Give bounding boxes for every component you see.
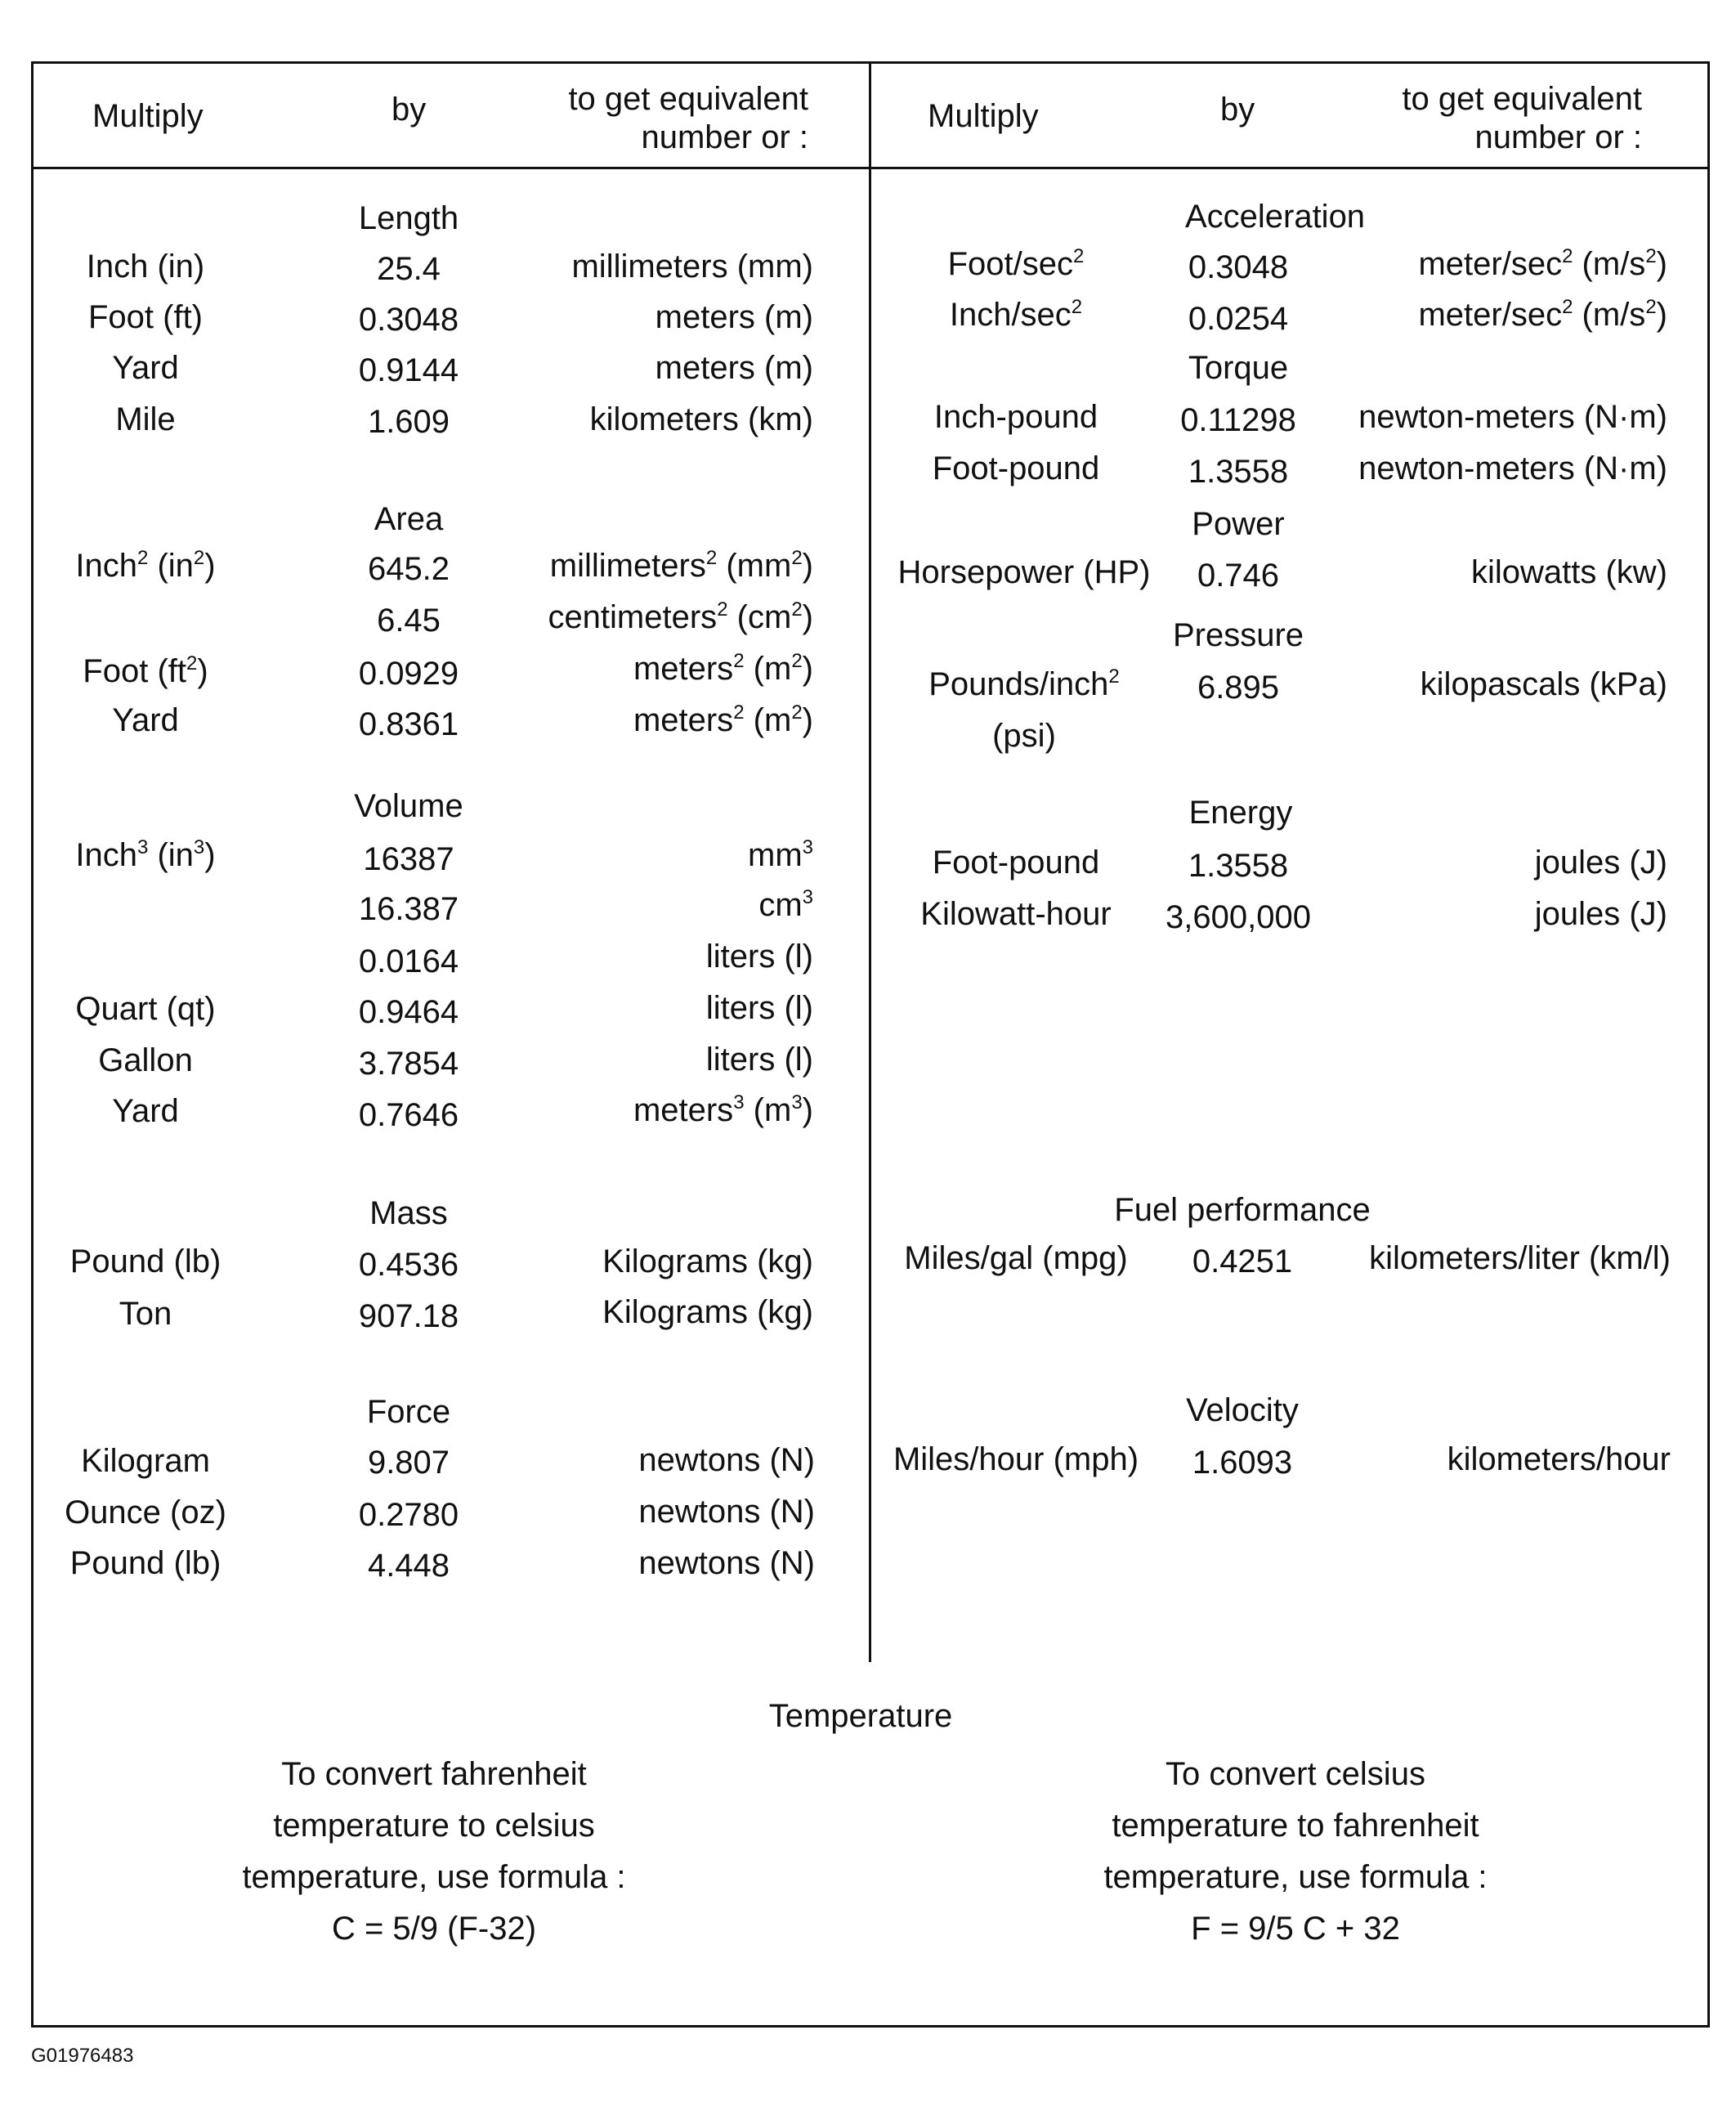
- section-title-acceleration: Acceleration: [1184, 199, 1366, 235]
- pressure-to-0: kilopascals (kPa): [1420, 666, 1667, 702]
- volume-to-2: liters (l): [705, 939, 813, 975]
- energy-to-0: joules (J): [1534, 845, 1667, 881]
- fuel-from-0: Miles/gal (mpg): [904, 1240, 1128, 1276]
- volume-factor-3: 0.9464: [358, 994, 459, 1030]
- force-from-1: Ounce (oz): [65, 1494, 226, 1530]
- length-factor-1: 0.3048: [358, 302, 459, 338]
- section-title-fuel: Fuel performance: [1114, 1192, 1371, 1228]
- section-title-area: Area: [374, 501, 444, 537]
- pressure-from-0-line2: (psi): [992, 718, 1056, 754]
- length-to-1: meters (m): [655, 299, 813, 335]
- mass-to-1: Kilograms (kg): [602, 1294, 813, 1330]
- area-to-0: millimeters$^2$ $(mm^2)$: [549, 547, 813, 584]
- volume-from-0: Inch$^3$ $(in^3)$: [75, 836, 216, 873]
- energy-from-1: Kilowatt-hour: [920, 896, 1112, 932]
- volume-factor-0: 16387: [363, 841, 454, 877]
- fuel-to-0: kilometers/liter (km/l): [1369, 1240, 1671, 1276]
- length-from-3: Mile: [115, 401, 176, 437]
- volume-to-4: liters (l): [705, 1042, 813, 1078]
- torque-factor-0: 0.11298: [1180, 402, 1296, 438]
- area-factor-1: 6.45: [377, 603, 441, 639]
- volume-from-5: Yard: [112, 1093, 179, 1129]
- temp-c-to-f: [1009, 1749, 1582, 1955]
- section-title-mass: Mass: [369, 1195, 448, 1231]
- volume-to-0: $mm^3$: [748, 836, 813, 873]
- length-factor-2: 0.9144: [358, 352, 459, 388]
- torque-to-0: newton-meters (N·m): [1358, 399, 1667, 435]
- volume-to-3: liters (l): [705, 990, 813, 1026]
- energy-to-1: joules (J): [1534, 896, 1667, 932]
- volume-from-3: Quart (qt): [75, 991, 216, 1027]
- column-divider: [869, 64, 871, 1662]
- force-factor-2: 4.448: [367, 1548, 450, 1584]
- header-result-line2: number or :: [641, 119, 808, 155]
- temp-c-to-f-line2: temperature to fahrenheit: [1112, 1808, 1479, 1844]
- temp-c-to-f-line3: temperature, use formula :: [1103, 1859, 1488, 1895]
- length-from-0: Inch (in): [86, 249, 205, 285]
- header-result-line2: number or :: [1474, 119, 1642, 155]
- section-title-energy: Energy: [1188, 795, 1293, 831]
- volume-factor-2: 0.0164: [358, 943, 459, 979]
- torque-to-1: newton-meters (N·m): [1358, 450, 1667, 486]
- area-factor-2: 0.0929: [358, 656, 459, 692]
- area-factor-3: 0.8361: [358, 706, 459, 742]
- velocity-factor-0: 1.6093: [1192, 1445, 1293, 1481]
- force-factor-1: 0.2780: [358, 1497, 459, 1533]
- area-factor-0: 645.2: [367, 551, 450, 587]
- header-result-left: [568, 80, 808, 157]
- area-to-1: centimeters$^2$ $(cm^2)$: [548, 598, 813, 635]
- mass-factor-0: 0.4536: [358, 1247, 459, 1283]
- mass-factor-1: 907.18: [358, 1298, 459, 1334]
- section-title-volume: Volume: [354, 788, 463, 824]
- velocity-from-0: Miles/hour (mph): [893, 1441, 1139, 1477]
- mass-to-0: Kilograms (kg): [602, 1243, 813, 1279]
- length-from-1: Foot (ft): [87, 299, 204, 335]
- force-to-0: newtons (N): [638, 1442, 815, 1478]
- header-result-line1: to get equivalent: [568, 81, 808, 117]
- force-to-1: newtons (N): [638, 1494, 815, 1530]
- figure-id: G01976483: [31, 2045, 134, 2067]
- section-title-velocity: Velocity: [1186, 1392, 1299, 1428]
- velocity-to-0: kilometers/hour: [1447, 1441, 1671, 1477]
- header-multiply-right: Multiply: [928, 98, 1039, 134]
- force-from-2: Pound (lb): [69, 1545, 221, 1581]
- header-by-left: by: [391, 92, 427, 128]
- section-title-length: Length: [358, 200, 459, 236]
- power-factor-0: 0.746: [1197, 558, 1280, 594]
- accel-to-0: meter/$\sec^2$ $(m/s^2)$: [1418, 245, 1667, 282]
- volume-factor-5: 0.7646: [358, 1097, 459, 1133]
- header-by-right: by: [1220, 92, 1255, 128]
- pressure-from-0: Pounds/inch$^2$: [928, 665, 1120, 702]
- force-factor-0: 9.807: [367, 1445, 450, 1481]
- area-to-3: meters$^2$ $(m^2)$: [633, 701, 813, 738]
- section-title-temperature: Temperature: [768, 1698, 953, 1734]
- area-from-3: Yard: [112, 702, 179, 738]
- torque-from-0: Inch-pound: [933, 399, 1098, 435]
- mass-from-1: Ton: [119, 1296, 172, 1332]
- temp-c-to-f-line1: To convert celsius: [1166, 1756, 1425, 1792]
- accel-factor-0: 0.3048: [1188, 249, 1289, 285]
- temp-f-to-c-line3: temperature, use formula :: [242, 1859, 626, 1895]
- temp-f-to-c-formula: C = 5/9 (F-32): [331, 1911, 537, 1947]
- pressure-factor-0: 6.895: [1197, 670, 1280, 706]
- accel-from-1: Inch/$\sec^2$: [949, 296, 1083, 333]
- power-to-0: kilowatts (kw): [1470, 554, 1667, 590]
- length-from-2: Yard: [112, 350, 179, 386]
- temp-f-to-c-line2: temperature to celsius: [273, 1808, 595, 1844]
- section-title-pressure: Pressure: [1172, 617, 1304, 653]
- volume-to-1: $cm^3$: [758, 886, 813, 923]
- force-to-2: newtons (N): [638, 1545, 815, 1581]
- temp-f-to-c: [148, 1749, 720, 1955]
- area-from-2: Foot $(ft^2)$: [83, 652, 208, 689]
- accel-from-0: Foot/$\sec^2$: [947, 245, 1085, 282]
- energy-factor-0: 1.3558: [1188, 848, 1289, 884]
- power-from-0: Horsepower (HP): [897, 554, 1151, 590]
- fuel-factor-0: 0.4251: [1192, 1243, 1293, 1279]
- header-result-line1: to get equivalent: [1402, 81, 1642, 117]
- length-to-2: meters (m): [655, 350, 813, 386]
- header-result-right: [1402, 80, 1642, 157]
- torque-from-1: Foot-pound: [932, 450, 1100, 486]
- force-from-0: Kilogram: [81, 1443, 210, 1479]
- torque-factor-1: 1.3558: [1188, 454, 1289, 490]
- volume-from-4: Gallon: [98, 1042, 193, 1078]
- mass-from-0: Pound (lb): [69, 1243, 221, 1279]
- length-factor-3: 1.609: [367, 404, 450, 440]
- accel-to-1: meter/$\sec^2$ $(m/s^2)$: [1418, 296, 1667, 333]
- length-factor-0: 25.4: [377, 251, 441, 287]
- energy-from-0: Foot-pound: [932, 845, 1100, 881]
- area-from-0: Inch$^2$ $(in^2)$: [75, 547, 216, 584]
- volume-factor-1: 16.387: [358, 891, 459, 927]
- volume-factor-4: 3.7854: [358, 1046, 459, 1082]
- temp-f-to-c-line1: To convert fahrenheit: [281, 1756, 587, 1792]
- volume-to-5: meters$^3$ $(m^3)$: [633, 1091, 813, 1128]
- area-to-2: meters$^2$ $(m^2)$: [633, 650, 813, 687]
- length-to-0: millimeters (mm): [571, 249, 813, 285]
- section-title-torque: Torque: [1188, 350, 1289, 386]
- temp-c-to-f-formula: F = 9/5 C + 32: [1191, 1911, 1400, 1947]
- header-multiply-left: Multiply: [92, 98, 204, 134]
- section-title-power: Power: [1192, 506, 1285, 542]
- energy-factor-1: 3,600,000: [1166, 899, 1311, 935]
- accel-factor-1: 0.0254: [1188, 301, 1289, 337]
- section-title-force: Force: [366, 1394, 451, 1430]
- length-to-3: kilometers (km): [589, 401, 813, 437]
